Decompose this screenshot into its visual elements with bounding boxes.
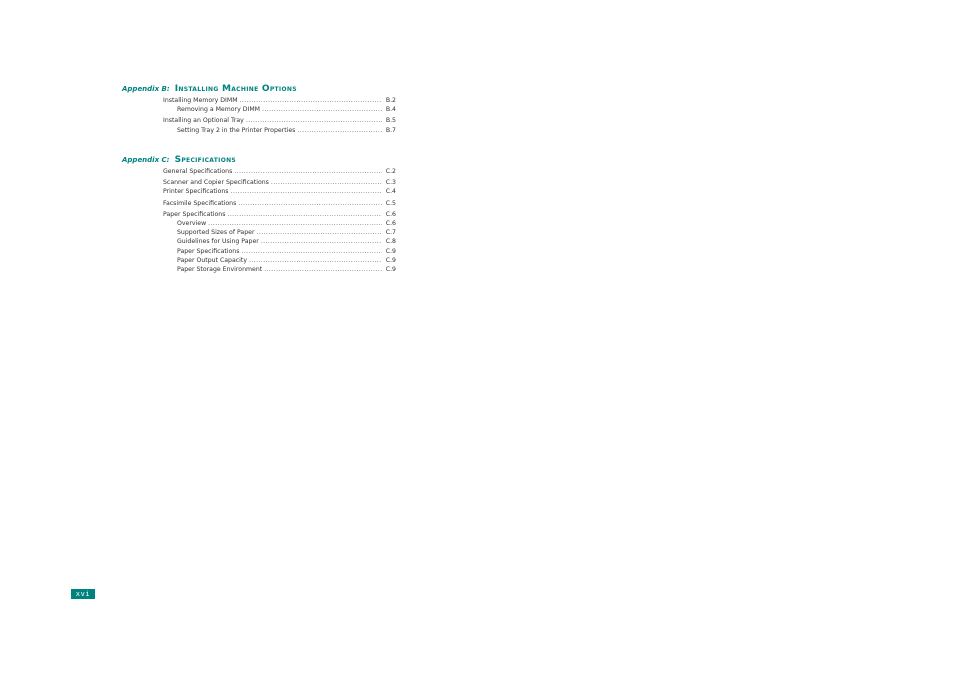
toc-entry-overview[interactable]: Overview ..... C.6 <box>177 219 396 228</box>
toc-entry-installing-optional-tray[interactable]: Installing an Optional Tray ..... B.5 <box>163 116 396 125</box>
appendix-c-label: Appendix C: <box>122 156 170 164</box>
toc-entry-general-specifications[interactable]: General Specifications ..... C.2 <box>163 167 396 176</box>
toc-entry-scanner-copier-specifications[interactable]: Scanner and Copier Specifications ..... C.3 <box>163 178 396 187</box>
toc-entry-paper-output-capacity[interactable]: Paper Output Capacity ..... C.9 <box>177 256 396 265</box>
page-number-badge: xvi <box>71 589 95 599</box>
toc-entry-removing-memory-dimm[interactable]: Removing a Memory DIMM ..... B.4 <box>177 105 396 114</box>
toc-entry-facsimile-specifications[interactable]: Facsimile Specifications ..... C.5 <box>163 199 396 208</box>
toc-entry-supported-sizes-of-paper[interactable]: Supported Sizes of Paper ..... C.7 <box>177 228 396 237</box>
appendix-c-heading <box>122 150 402 164</box>
toc-entry-paper-specifications[interactable]: Paper Specifications ..... C.6 <box>163 210 396 219</box>
toc-entry-guidelines-for-using-paper[interactable]: Guidelines for Using Paper ..... C.8 <box>177 237 396 246</box>
toc-entry-installing-memory-dimm[interactable]: Installing Memory DIMM ..... B.2 <box>163 96 396 105</box>
appendix-c-title: Specifications <box>174 155 237 165</box>
appendix-b-heading <box>122 79 402 93</box>
appendix-b-toc <box>122 96 402 135</box>
appendix-c-section <box>122 150 402 274</box>
toc-entry-paper-specifications-sub[interactable]: Paper Specifications ..... C.9 <box>177 247 396 256</box>
toc-entry-setting-tray-2[interactable]: Setting Tray 2 in the Printer Properties ..... B.7 <box>177 126 396 135</box>
appendix-b-label: Appendix B: <box>122 85 170 93</box>
appendix-b-title: Installing Machine Options <box>174 84 297 94</box>
appendix-b-section <box>122 79 402 135</box>
toc-entry-printer-specifications[interactable]: Printer Specifications ..... C.4 <box>163 187 396 196</box>
appendix-c-toc <box>122 167 402 274</box>
toc-entry-paper-storage-environment[interactable]: Paper Storage Environment ..... C.9 <box>177 265 396 274</box>
